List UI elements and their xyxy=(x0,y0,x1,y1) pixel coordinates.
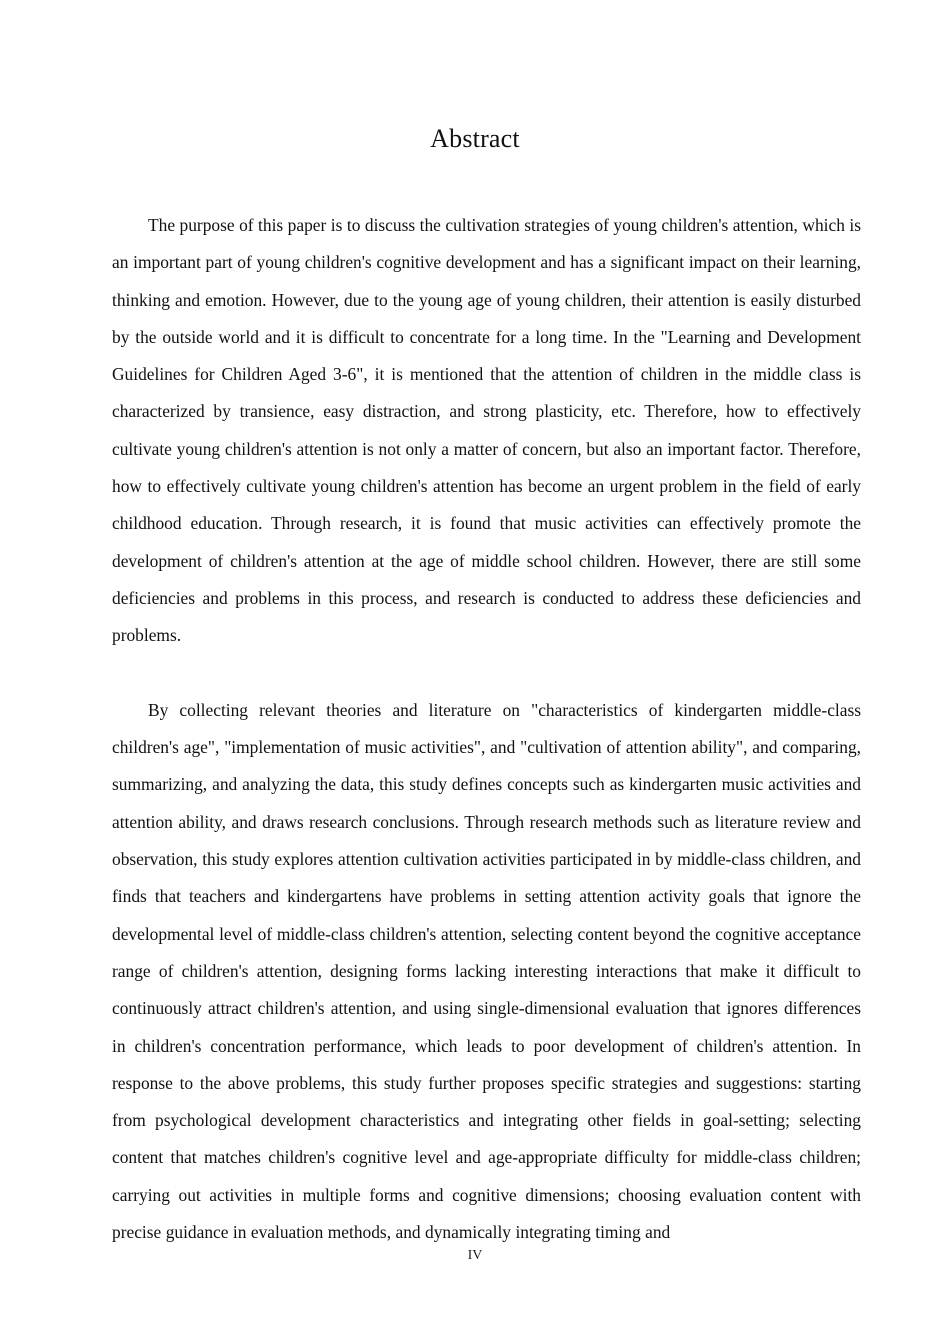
abstract-paragraph-2: By collecting relevant theories and literature on "characteristics of kindergarten middle-class children's age", "implementation of music activities", and "cultivation of attention ability", and comparing, summarizing, and analyzing the data, this study defines concepts such as kindergarten music activities and attention ability, and draws research conclusions. Through research methods such as literature review and observation, this study explores attention cultivation activities participated in by middle-class children, and finds that teachers and kindergartens have problems in setting attention activity goals that ignore the developmental level of middle-class children's attention, selecting content beyond the cognitive acceptance range of children's attention, designing forms lacking interesting interactions that make it difficult to continuously attract children's attention, and using single-dimensional evaluation that ignores differences in children's concentration performance, which leads to poor development of children's attention. In response to the above problems, this study further proposes specific strategies and suggestions: starting from psychological development characteristics and integrating other fields in goal-setting; selecting content that matches children's cognitive level and age-appropriate difficulty for middle-class children; carrying out activities in multiple forms and cognitive dimensions; choosing evaluation content with precise guidance in evaluation methods, and dynamically integrating timing and xyxy=(112,699,861,1243)
abstract-body xyxy=(112,207,861,1251)
page-title: Abstract xyxy=(430,124,520,153)
page-number: IV xyxy=(467,1248,483,1263)
abstract-paragraph-1: The purpose of this paper is to discuss the cultivation strategies of young children's attention, which is an important part of young children's cognitive development and has a significant impact on their learning, thinking and emotion. However, due to the young age of young children, their attention is easily disturbed by the outside world and it is difficult to concentrate for a long time. In the "Learning and Development Guidelines for Children Aged 3-6", it is mentioned that the attention of children in the middle class is characterized by transience, easy distraction, and strong plasticity, etc. Therefore, how to effectively cultivate young children's attention is not only a matter of concern, but also an important factor. Therefore, how to effectively cultivate young children's attention has become an urgent problem in the field of early childhood education. Through research, it is found that music activities can effectively promote the development of children's attention at the age of middle school children. However, there are still some deficiencies and problems in this process, and research is conducted to address these deficiencies and problems. xyxy=(112,215,861,646)
